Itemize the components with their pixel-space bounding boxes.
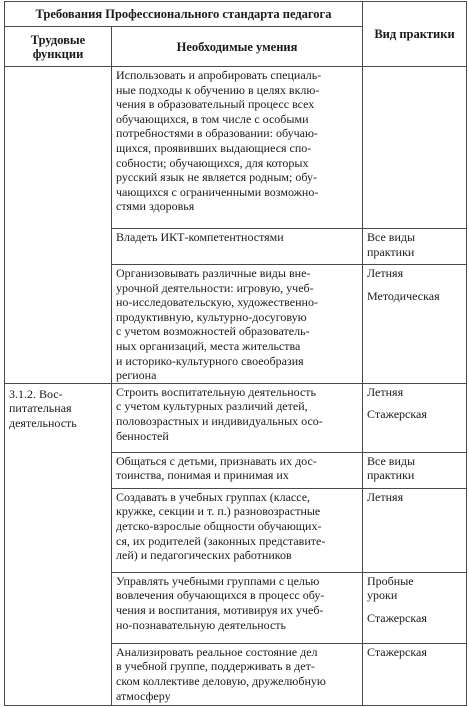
skill-text: Организовывать различные виды вне- урочной деятельности: игровую, учеб- но-исследовательскую, художественно- продуктивную, культурно-досуговую с учетом возможностей образователь- ных организаций, места жительства и историко-культурного своеобразия региона xyxy=(116,266,318,383)
skill-cell xyxy=(112,67,363,229)
practice-type: Летняя xyxy=(367,384,404,399)
practice-type: Летняя xyxy=(367,489,404,504)
skill-text: Общаться с детьми, признавать их дос- тоинства, понимая и принимая их xyxy=(116,453,317,483)
standard-title-header xyxy=(5,2,363,27)
functions-column-title: Трудовые функции xyxy=(30,32,86,61)
skill-text: Строить воспитательную деятельность с учетом культурных различий детей, половозрастных и индивидуальных осо- бенностей xyxy=(116,384,323,443)
practice-cell xyxy=(363,572,467,643)
practice-cell xyxy=(363,488,467,572)
practice-cell xyxy=(363,67,467,229)
practice-type: Пробные уроки xyxy=(367,573,414,603)
practice-type: Все виды практики xyxy=(367,453,416,483)
table-row xyxy=(5,67,467,229)
standard-title: Требования Профессионального стандарта педагога xyxy=(35,7,332,21)
skill-cell xyxy=(112,643,363,705)
practice-column-header xyxy=(363,2,467,67)
practice-type: Стажерская xyxy=(367,407,427,422)
practice-type: Стажерская xyxy=(367,644,427,659)
skill-cell xyxy=(112,452,363,488)
practice-cell xyxy=(363,643,467,705)
practice-cell xyxy=(363,265,467,384)
functions-column-header xyxy=(5,27,112,67)
function-text: 3.1.2. Вос- питательная деятельность xyxy=(9,386,77,430)
skill-cell xyxy=(112,572,363,643)
skills-column-header xyxy=(112,27,363,67)
skill-text: Владеть ИКТ-компетентностями xyxy=(116,230,284,244)
practice-type: Все виды практики xyxy=(367,230,416,259)
practice-type: Стажерская xyxy=(367,610,427,625)
function-cell xyxy=(5,383,112,705)
practice-cell xyxy=(363,452,467,488)
skill-text: Создавать в учебных группах (классе, кружке, секции и т. п.) разновозрастные детско-взрослые общности обучающих- ся, их родителей (законных представите- лей) и педагогических работников xyxy=(116,489,326,563)
skills-column-title: Необходимые умения xyxy=(176,39,298,54)
skill-text: Анализировать реальное состояние дел в учебной группе, поддерживать в дет- ском коллективе деловую, дружелюбную атмосферу xyxy=(116,644,326,703)
practice-cell xyxy=(363,229,467,265)
skill-text: Использовать и апробировать специаль- ные подходы к обучению в целях вклю- чения в образовательный процесс всех обучающихся, в том числе с особыми потребностями в образовании: обучаю- щихся, проявивших выдающиеся спо- собности; обучающихся, для которых русский язык не является родным; обу- чающихся с ограниченными возможно- стями здоровья xyxy=(116,68,322,214)
skill-cell xyxy=(112,229,363,265)
table-row xyxy=(5,383,467,452)
function-cell xyxy=(5,67,112,384)
practice-column-title: Вид практики xyxy=(374,27,455,41)
practice-cell xyxy=(363,383,467,452)
practice-type: Методическая xyxy=(367,288,440,303)
skill-cell xyxy=(112,488,363,572)
skill-cell xyxy=(112,383,363,452)
standard-requirements-table xyxy=(4,1,467,706)
practice-type: Летняя xyxy=(367,266,404,280)
skill-text: Управлять учебными группами с целью вовлечения обучающихся в процесс обу- чения и воспитания, мотивируя их учеб- но-познавательную деятельность xyxy=(116,573,325,632)
skill-cell xyxy=(112,265,363,384)
